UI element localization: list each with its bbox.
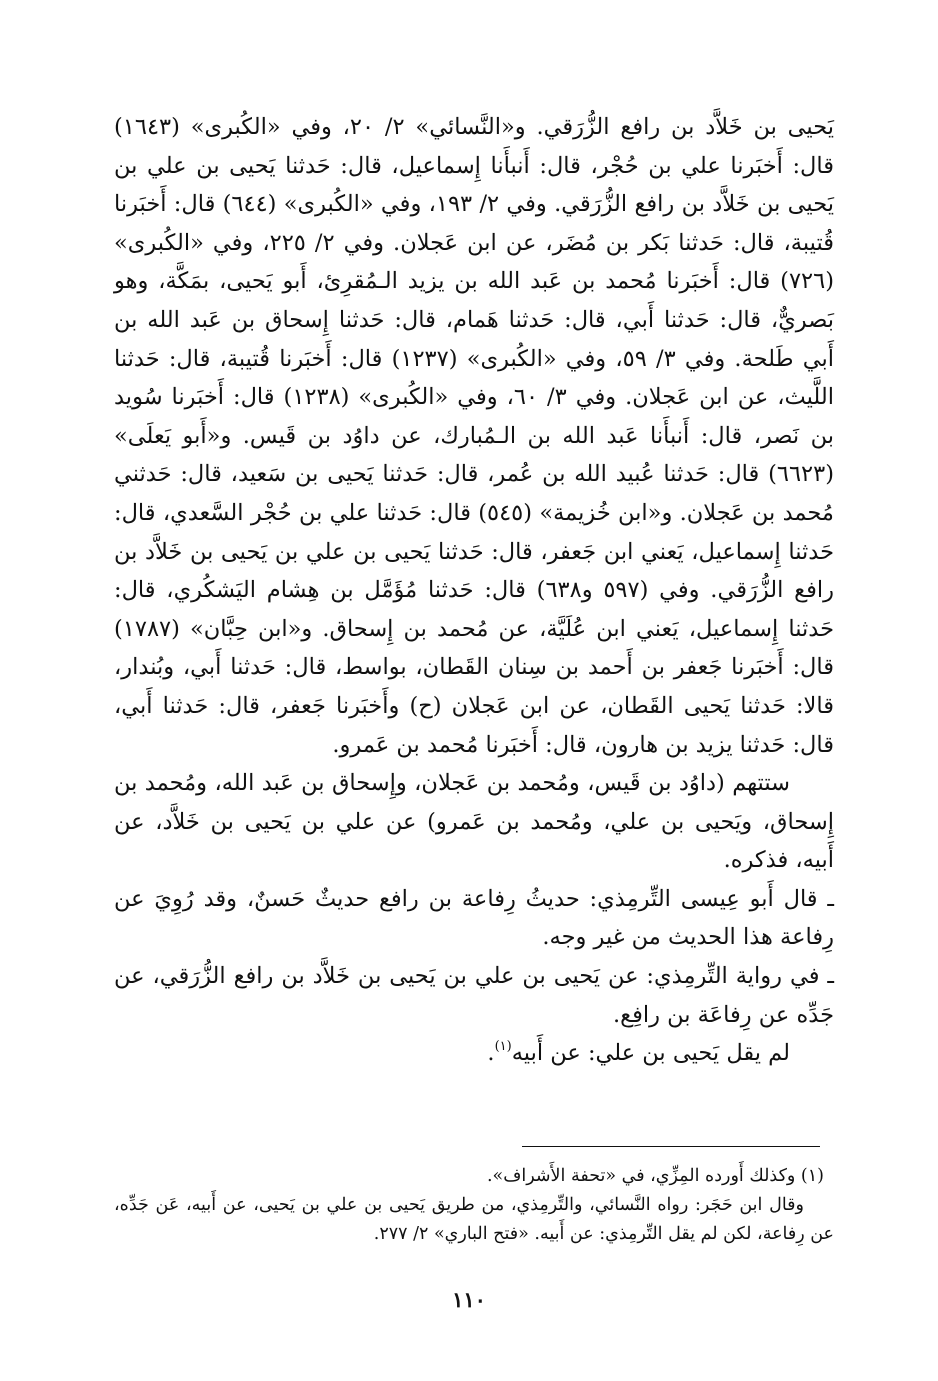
main-text xyxy=(114,108,834,1073)
closing-note-text: لم يقل يَحيى بن علي: عن أَبيه xyxy=(511,1040,790,1067)
footnote-separator xyxy=(522,1146,820,1147)
hadith-chain-paragraph: يَحيى بن خَلاَّد بن رافع الزُّرَقي. و«النَّسائي» ٢/ ٢٠، وفي «الكُبرى» (١٦٤٣) قال: أَخبَرنا علي بن حُجْر، قال: أَنبأَنا إِسماعيل، قال: حَدثنا يَحيى بن علي بن يَحيى بن خَلاَّد بن رافع الزُّرَقي. وفي ٢/ ١٩٣، وفي «الكُبرى» (٦٤٤) قال: أَخبَرنا قُتيبة، قال: حَدثنا بَكر بن مُضَر، عن ابن عَجلان. وفي ٢/ ٢٢٥، وفي «الكُبرى» (٧٢٦) قال: أَخبَرنا مُحمد بن عَبد الله بن يزيد الـمُقرِئ، أَبو يَحيى، بمَكَّة، وهو بَصريٌّ، قال: حَدثنا أَبي، قال: حَدثنا هَمام، قال: حَدثنا إِسحاق بن عَبد الله بن أَبي طَلحة. وفي ٣/ ٥٩، وفي «الكُبرى» (١٢٣٧) قال: أَخبَرنا قُتيبة، قال: حَدثنا اللَّيث، عن ابن عَجلان. وفي ٣/ ٦٠، وفي «الكُبرى» (١٢٣٨) قال: أَخبَرنا سُويد بن نَصر، قال: أَنبأَنا عَبد الله بن الـمُبارك، عن داوُد بن قَيس. و«أَبو يَعلَى» (٦٦٢٣) قال: حَدثنا عُبيد الله بن عُمر، قال: حَدثنا يَحيى بن سَعيد، قال: حَدثني مُحمد بن عَجلان. و«ابن خُزيمة» (٥٤٥) قال: حَدثنا علي بن حُجْر السَّعدي، قال: حَدثنا إِسماعيل، يَعني ابن جَعفر، قال: حَدثنا يَحيى بن علي بن يَحيى بن خَلاَّد بن رافع الزُّرَقي. وفي (٥٩٧ و٦٣٨) قال: حَدثنا مُؤَمَّل بن هِشام اليَشكُري، قال: حَدثنا إِسماعيل، يَعني ابن عُلَيَّة، عن مُحمد بن إِسحاق. و«ابن حِبَّان» (١٧٨٧) قال: أَخبَرنا جَعفر بن أَحمد بن سِنان القَطان، بواسط، قال: حَدثنا أَبي، وبُندار، قالا: حَدثنا يَحيى القَطان، عن ابن عَجلان (ح) وأَخبَرنا جَعفر، قال: حَدثنا أَبي، قال: حَدثنا يزيد بن هارون، قال: أَخبَرنا مُحمد بن عَمرو. xyxy=(114,114,834,758)
tirmidhi-narration-paragraph: ـ في رواية التِّرمِذي: عن يَحيى بن علي بن يَحيى بن خَلاَّد بن رافع الزُّرَقي، عن جَدِّه عن رِفاعَة بن رافِع. xyxy=(114,963,834,1028)
tirmidhi-comment-paragraph: ـ قال أَبو عِيسى التِّرمِذي: حديثُ رِفاعة بن رافع حديثٌ حَسنٌ، وقد رُوِيَ عن رِفاعة هذا الحديث من غير وجه. xyxy=(114,885,834,951)
closing-note-paragraph: لم يقل يَحيى بن علي: عن أَبيه$^{(١)}$. xyxy=(487,1039,790,1067)
page-body xyxy=(114,108,834,1073)
narrators-summary-paragraph: ستتهم (داوُد بن قَيس، ومُحمد بن عَجلان، وإِسحاق بن عَبد الله، ومُحمد بن إِسحاق، ويَحيى بن علي، ومُحمد بن عَمرو) عن علي بن يَحيى بن خَلاَّد، عن أَبيه، فذكره. xyxy=(114,770,834,874)
footnote-line: وقال ابن حَجَر: رواه النَّسائي، والتِّرمِذي، من طريق يَحيى بن علي بن يَحيى، عن أَبيه، عَن جَدِّه، عن رِفاعة، لكن لم يقل التِّرمِذي: عن أَبيه. «فتح الباري» ٢/ ٢٧٧. xyxy=(114,1195,834,1244)
footnote-reference[interactable]: (١) xyxy=(494,1039,512,1055)
footnote-line: (١) وكذلك أَورده المِزِّي، في «تحفة الأَشراف». xyxy=(486,1166,824,1186)
footnotes xyxy=(114,1162,834,1249)
page-number: ١١٠ xyxy=(452,1287,486,1312)
